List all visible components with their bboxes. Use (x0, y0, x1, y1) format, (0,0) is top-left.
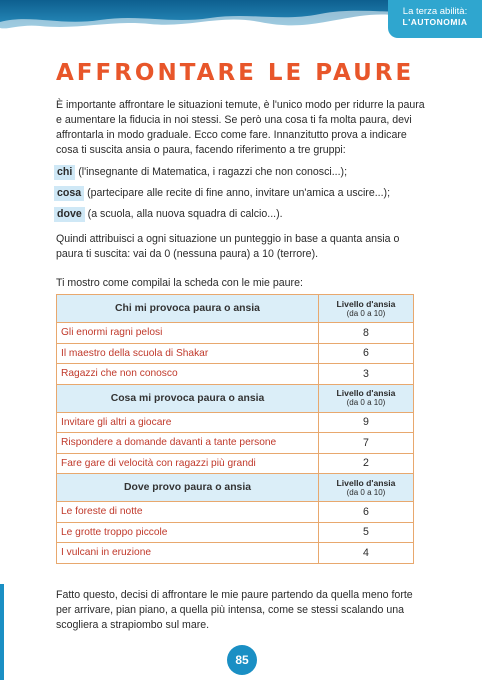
group-keyword: dove (54, 207, 85, 222)
page-title: AFFRONTARE LE PAURE (56, 60, 415, 86)
intro-paragraph: È importante affrontare le situazioni temute, è l'unico modo per ridurre la paura e aumentare la fiducia in noi stessi. Se però una cosa ti fa molta paura, devi affrontarla in modo graduale. Ecco come fare. Innanzitutto prova a indicare cosa ti suscita ansia o paura, facendo riferimento a tre gruppi: (56, 99, 425, 156)
section-heading: Dove provo paura o ansia (57, 474, 319, 502)
fear-item: Invitare gli altri a giocare (57, 412, 319, 433)
fear-item: Fare gare di velocità con ragazzi più grandi (57, 453, 319, 474)
fear-item: Ragazzi che non conosco (57, 364, 319, 385)
fear-level: 4 (319, 543, 414, 564)
fear-level: 7 (319, 433, 414, 454)
table-row (57, 364, 414, 385)
chapter-tab (388, 0, 482, 38)
lead-in-paragraph: Ti mostro come compilai la scheda con le mie paure: (56, 277, 303, 289)
instruction-paragraph: Quindi attribuisci a ogni situazione un punteggio in base a quanta ansia o paura ti suscita: vai da 0 (nessuna paura) a 10 (terrore). (56, 233, 400, 260)
section-heading: Cosa mi provoca paura o ansia (57, 384, 319, 412)
fear-item: Gli enormi ragni pelosi (57, 323, 319, 344)
fear-item: I vulcani in eruzione (57, 543, 319, 564)
table-section-header (57, 474, 414, 502)
level-label: Livello d'ansia (336, 298, 396, 309)
level-header (319, 384, 414, 412)
group-keyword: chi (54, 165, 75, 180)
table-row (57, 343, 414, 364)
fear-item: Il maestro della scuola di Shakar (57, 343, 319, 364)
chapter-tab-line1: La terza abilità: (402, 6, 468, 17)
group-cosa (56, 186, 428, 207)
fear-item: Rispondere a domande davanti a tante persone (57, 433, 319, 454)
group-example: (a scuola, alla nuova squadra di calcio...). (84, 208, 283, 220)
level-label: Livello d'ansia (336, 477, 396, 488)
chapter-tab-line2: L'AUTONOMIA (402, 17, 468, 27)
fear-level: 2 (319, 453, 414, 474)
table-row (57, 323, 414, 344)
table-row (57, 502, 414, 523)
fear-level: 6 (319, 343, 414, 364)
table-row (57, 543, 414, 564)
group-chi (56, 165, 428, 186)
level-range: (da 0 a 10) (346, 487, 386, 497)
level-range: (da 0 a 10) (346, 308, 386, 318)
fear-item: Le foreste di notte (57, 502, 319, 523)
group-example: (partecipare alle recite di fine anno, invitare un'amica a uscire...); (84, 187, 391, 199)
fear-level: 8 (319, 323, 414, 344)
table-section-header (57, 384, 414, 412)
level-header (319, 295, 414, 323)
table-row (57, 412, 414, 433)
section-heading: Chi mi provoca paura o ansia (57, 295, 319, 323)
fear-item: Le grotte troppo piccole (57, 522, 319, 543)
group-keyword: cosa (54, 186, 84, 201)
groups-list (56, 165, 428, 228)
fear-level: 3 (319, 364, 414, 385)
fear-level: 6 (319, 502, 414, 523)
table-row (57, 453, 414, 474)
page-number: 85 (227, 645, 257, 675)
table-row (57, 522, 414, 543)
group-dove (56, 207, 428, 228)
left-margin-rule (0, 584, 4, 680)
fear-level: 5 (319, 522, 414, 543)
group-example: (l'insegnante di Matematica, i ragazzi che non conosci...); (75, 166, 348, 178)
closing-paragraph: Fatto questo, decisi di affrontare le mie paure partendo da quella meno forte per arrivare, pian piano, a quella più intensa, come se stessi scalando una scogliera a strapiombo sul mare. (56, 589, 413, 631)
level-header (319, 474, 414, 502)
table-section-header (57, 295, 414, 323)
fear-table (56, 294, 414, 564)
level-label: Livello d'ansia (336, 388, 396, 398)
level-range: (da 0 a 10) (346, 398, 386, 407)
fear-level: 9 (319, 412, 414, 433)
table-row (57, 433, 414, 454)
